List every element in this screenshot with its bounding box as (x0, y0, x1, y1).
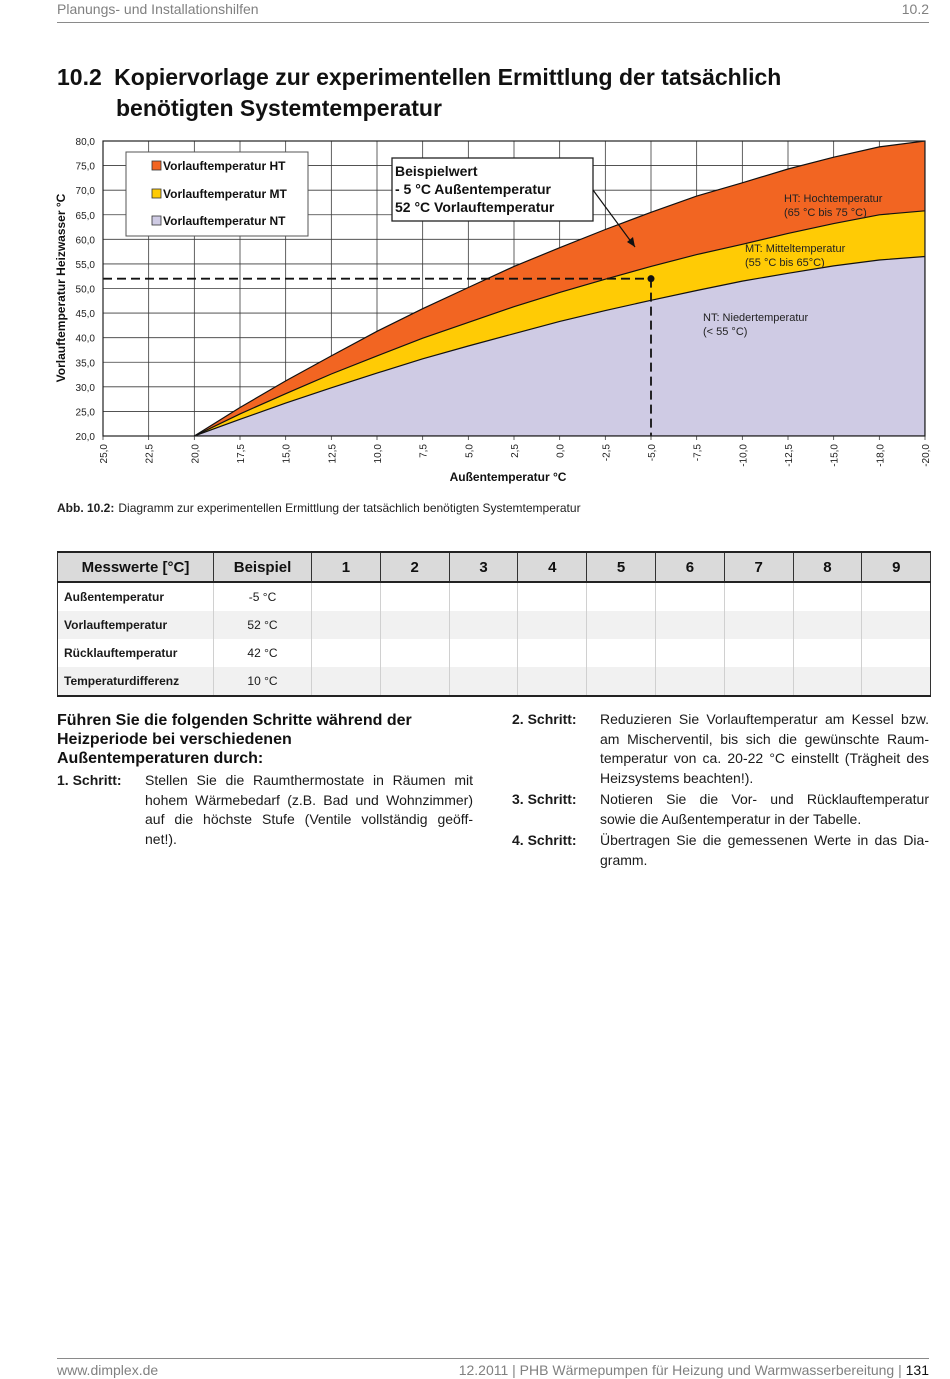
table-header-cell: 1 (312, 552, 381, 582)
legend-swatch-mt (152, 189, 161, 198)
empty-cell (380, 667, 449, 696)
table-header-cell: 6 (655, 552, 724, 582)
empty-cell (793, 667, 862, 696)
y-tick-labels (76, 137, 96, 443)
x-tick-label: -18,0 (875, 444, 887, 467)
empty-cell (518, 611, 587, 639)
y-tick-label: 65,0 (75, 210, 95, 222)
x-axis-label: Außentemperatur °C (449, 470, 567, 484)
example-title: Beispielwert (395, 163, 478, 179)
table-header-cell: 2 (380, 552, 449, 582)
table-header-row (58, 552, 931, 582)
y-tick-label: 80,0 (75, 137, 95, 148)
x-tick-label: 17,5 (236, 444, 247, 464)
step-text (145, 771, 473, 849)
x-tick-label: -7,5 (692, 444, 704, 462)
y-tick-label: 20,0 (75, 432, 95, 443)
step-label: 1. Schritt: (57, 772, 122, 788)
example-point (648, 275, 655, 282)
header-section: Planungs- und Installationshilfen (57, 1, 259, 17)
empty-cell (449, 639, 518, 667)
title-number: 10.2 (57, 64, 102, 90)
page-title (57, 64, 781, 91)
figure-caption (57, 501, 581, 515)
step-line: Heizsystems beachten!). (600, 769, 754, 786)
table-header-cell: Beispiel (214, 552, 312, 582)
step-line: Übertragen Sie die gemessenen Werte in das Dia- (600, 832, 929, 848)
table-row (58, 639, 931, 667)
empty-cell (312, 667, 381, 696)
table-header-cell: 3 (449, 552, 518, 582)
step-text (600, 710, 929, 788)
empty-cell (449, 611, 518, 639)
row-label: Temperaturdifferenz (58, 667, 214, 696)
legend-swatch-ht (152, 161, 161, 170)
step-line: hohem Wärmebedarf (z.B. Bad und Wohnzimmer) (145, 791, 473, 808)
table-header-cell: 9 (862, 552, 931, 582)
empty-cell (655, 639, 724, 667)
x-tick-label: -5,0 (647, 444, 658, 462)
row-example-value: 10 °C (214, 667, 312, 696)
x-tick-label: 25,0 (99, 444, 110, 464)
x-tick-label: 10,0 (373, 444, 384, 464)
legend-swatch-nt (152, 216, 161, 225)
step-text (600, 790, 929, 829)
empty-cell (312, 611, 381, 639)
y-tick-label: 75,0 (75, 161, 95, 173)
step-line: Reduzieren Sie Vorlauftemperatur am Kessel bzw. (600, 711, 929, 727)
x-tick-label: 7,5 (418, 444, 430, 458)
y-tick-label: 45,0 (75, 309, 95, 321)
table-row (58, 582, 931, 611)
table-header-cell: 8 (793, 552, 862, 582)
x-tick-label: 22,5 (144, 444, 156, 464)
empty-cell (655, 611, 724, 639)
empty-cell (518, 667, 587, 696)
x-tick-label: 12,5 (327, 444, 339, 464)
example-flow-temp: 52 °C Vorlauftemperatur (395, 199, 555, 215)
intro-line: Außentemperaturen durch: (57, 750, 264, 767)
empty-cell (862, 582, 931, 611)
x-tick-label: -20,0 (921, 444, 932, 467)
row-label: Außentemperatur (58, 582, 214, 611)
header-rule (57, 22, 929, 23)
y-tick-label: 25,0 (75, 407, 95, 419)
x-tick-label: -2,5 (601, 444, 613, 462)
empty-cell (862, 611, 931, 639)
x-tick-label: -10,0 (738, 444, 750, 467)
temperature-chart (50, 130, 930, 490)
intro-line: Führen Sie die folgenden Schritte während der (57, 712, 412, 729)
step-label: 2. Schritt: (512, 711, 577, 727)
table-header-cell: 4 (518, 552, 587, 582)
annotation-mt-title: MT: Mitteltemperatur (745, 243, 846, 255)
x-tick-label: 5,0 (464, 444, 476, 458)
x-tick-label: 20,0 (190, 444, 202, 464)
empty-cell (518, 639, 587, 667)
footer-website[interactable]: www.dimplex.de (57, 1362, 159, 1378)
empty-cell (862, 639, 931, 667)
y-tick-label: 35,0 (75, 358, 95, 370)
y-axis-label: Vorlauftemperatur Heizwasser °C (54, 193, 68, 383)
empty-cell (587, 639, 656, 667)
row-example-value: 52 °C (214, 611, 312, 639)
empty-cell (380, 582, 449, 611)
header-section-number: 10.2 (901, 1, 929, 17)
example-outdoor-temp: - 5 °C Außentemperatur (395, 181, 551, 197)
y-tick-label: 70,0 (75, 186, 95, 198)
empty-cell (587, 667, 656, 696)
empty-cell (518, 582, 587, 611)
empty-cell (862, 667, 931, 696)
empty-cell (312, 582, 381, 611)
y-tick-label: 40,0 (75, 333, 95, 345)
intro-line: Heizperiode bei verschiedenen (57, 731, 292, 748)
empty-cell (380, 639, 449, 667)
table-row (58, 667, 931, 696)
footer-rule (57, 1358, 929, 1359)
footer-doc-title: 12.2011 | PHB Wärmepumpen für Heizung und Warmwasserbereitung | (458, 1362, 902, 1378)
empty-cell (655, 667, 724, 696)
x-tick-label: 15,0 (281, 444, 293, 464)
step-line: sowie die Außentemperatur in der Tabelle. (600, 810, 862, 827)
title-line-2: benötigten Systemtemperatur (116, 95, 442, 121)
row-label: Rücklauftemperatur (58, 639, 214, 667)
chart-legend (126, 152, 308, 236)
x-tick-labels (99, 444, 932, 467)
legend-label-mt: Vorlauftemperatur MT (163, 187, 287, 201)
caption-text: Diagramm zur experimentellen Ermittlung der tatsächlich benötigten Systemtemperatur (118, 501, 581, 515)
legend-label-ht: Vorlauftemperatur HT (163, 159, 286, 173)
empty-cell (793, 611, 862, 639)
y-tick-label: 60,0 (75, 235, 95, 247)
step-line: Notieren Sie die Vor- und Rücklauftemperatur (600, 791, 929, 807)
empty-cell (449, 582, 518, 611)
y-tick-label: 55,0 (75, 259, 95, 271)
x-tick-label: 2,5 (510, 444, 521, 458)
empty-cell (724, 611, 793, 639)
step-line: auf die höchste Stufe (Ventile vollständig geöff- (145, 811, 473, 827)
step-label: 3. Schritt: (512, 791, 577, 807)
x-tick-label: -15,0 (829, 444, 841, 467)
table-header-cell: 7 (724, 552, 793, 582)
empty-cell (380, 611, 449, 639)
empty-cell (793, 582, 862, 611)
footer-document (459, 1362, 929, 1378)
caption-label: Abb. 10.2: (57, 501, 115, 515)
empty-cell (587, 582, 656, 611)
legend-label-nt: Vorlauftemperatur NT (163, 214, 286, 228)
empty-cell (724, 582, 793, 611)
empty-cell (724, 639, 793, 667)
y-tick-label: 50,0 (75, 284, 95, 296)
page-number: 131 (905, 1362, 929, 1378)
row-example-value: 42 °C (214, 639, 312, 667)
table-header-cell: 5 (587, 552, 656, 582)
empty-cell (587, 611, 656, 639)
step-label: 4. Schritt: (512, 832, 577, 848)
steps-intro (57, 711, 477, 768)
x-tick-label: 0,0 (555, 444, 567, 458)
row-example-value: -5 °C (214, 582, 312, 611)
annotation-nt-range: (< 55 °C) (703, 326, 748, 338)
x-tick-label: -12,5 (784, 444, 795, 467)
title-line-1: Kopiervorlage zur experimentellen Ermittlung der tatsächlich (114, 64, 782, 90)
annotation-mt-range: (55 °C bis 65°C) (745, 257, 825, 269)
step-line: temperatur von ca. 20-22 °C einstellt (Trägheit des (600, 750, 929, 766)
step-line: Stellen Sie die Raumthermostate in Räumen mit (145, 772, 473, 788)
annotation-nt-title: NT: Niedertemperatur (703, 312, 809, 324)
step-line: gramm. (600, 851, 648, 868)
y-tick-label: 30,0 (75, 382, 95, 394)
empty-cell (449, 667, 518, 696)
empty-cell (724, 667, 793, 696)
empty-cell (655, 582, 724, 611)
annotation-ht-range: (65 °C bis 75 °C) (784, 207, 867, 219)
step-line: net!). (145, 830, 177, 847)
empty-cell (312, 639, 381, 667)
step-text (600, 831, 929, 870)
empty-cell (793, 639, 862, 667)
step-line: am Mischerventil, bis sich die gewünschte Raum- (600, 730, 929, 747)
annotation-ht-title: HT: Hochtemperatur (784, 193, 883, 205)
row-label: Vorlauftemperatur (58, 611, 214, 639)
table-row (58, 611, 931, 639)
table-header-cell: Messwerte [°C] (58, 552, 214, 582)
measurement-table (57, 551, 931, 697)
